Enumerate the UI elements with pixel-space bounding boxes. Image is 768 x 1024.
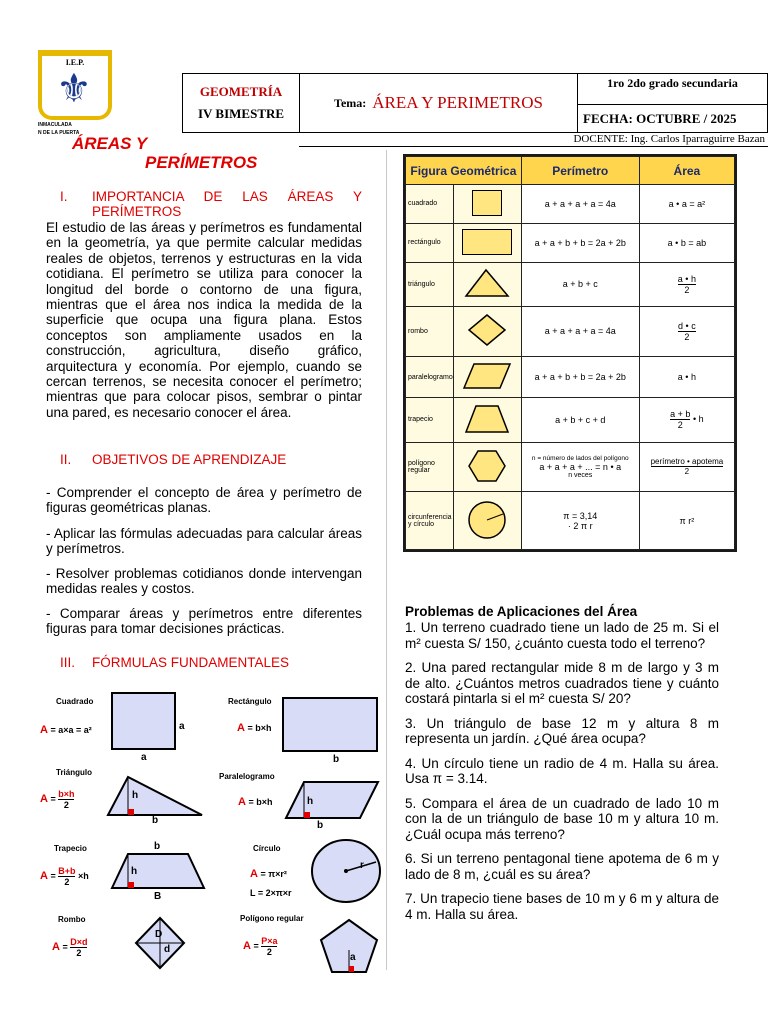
figure-trapecio bbox=[54, 844, 87, 853]
triangle-shape bbox=[106, 773, 206, 819]
height-label: h bbox=[132, 790, 139, 801]
perimetro-sub: n veces bbox=[568, 471, 593, 479]
problem-item: 6. Si un terreno pentagonal tiene apotema de 6 m y lado de 8 m, ¿cuál es su área? bbox=[405, 851, 719, 882]
section-title: IMPORTANCIA DE LAS ÁREAS Y PERÍMETROS bbox=[92, 189, 362, 219]
formula-paralelogramo bbox=[238, 796, 272, 808]
row-shape bbox=[453, 185, 521, 224]
figure-name: Círculo bbox=[253, 844, 281, 853]
triangle-mini-icon bbox=[464, 268, 510, 298]
row-area bbox=[639, 398, 734, 442]
perimetro-sub: · 2 π r bbox=[567, 520, 593, 531]
row-name: paralelogramo bbox=[406, 356, 454, 398]
formula-text: = π×r² bbox=[260, 869, 287, 879]
header-subject-cell bbox=[182, 73, 299, 133]
parallelogram-mini-icon bbox=[462, 362, 512, 390]
area-symbol: A bbox=[243, 939, 251, 952]
figure-rombo bbox=[58, 915, 86, 924]
row-shape bbox=[453, 442, 521, 492]
area-symbol: A bbox=[52, 940, 60, 953]
area-num: a • h bbox=[677, 273, 696, 284]
column-divider bbox=[386, 150, 387, 970]
row-perimetro: a + b + c bbox=[521, 262, 639, 306]
logo-name: I.E.P. bbox=[65, 58, 85, 67]
figure-cuadrado bbox=[56, 697, 93, 706]
section-title: OBJETIVOS DE APRENDIZAJE bbox=[92, 452, 287, 467]
row-perimetro: a + a + b + b = 2a + 2b bbox=[521, 223, 639, 262]
table-row bbox=[406, 492, 735, 550]
area-den: 2 bbox=[684, 467, 690, 477]
row-perimetro: a + a + a + a = 4a bbox=[521, 307, 639, 357]
area-den: 2 bbox=[677, 420, 683, 431]
figure-name: Triángulo bbox=[56, 768, 92, 777]
table-row bbox=[406, 185, 735, 224]
problem-item: 7. Un trapecio tiene bases de 10 m y 6 m y altura de 4 m. Halla su área. bbox=[405, 891, 719, 922]
figure-poligono bbox=[240, 914, 304, 923]
tema-value: ÁREA Y PERIMETROS bbox=[372, 93, 543, 112]
parallelogram-shape bbox=[284, 778, 380, 822]
area-symbol: A bbox=[40, 724, 48, 736]
formula-text: L = 2×π×r bbox=[250, 888, 292, 898]
problems-title: Problemas de Aplicaciones del Área bbox=[405, 604, 638, 619]
perimetro-formula: π = 3,14 bbox=[563, 510, 598, 521]
formula-den: 2 bbox=[76, 948, 82, 958]
row-area bbox=[639, 262, 734, 306]
table-header: Figura Geométrica bbox=[406, 157, 522, 185]
row-name: polígono regular bbox=[406, 442, 454, 492]
section-title: FÓRMULAS FUNDAMENTALES bbox=[92, 655, 290, 670]
figure-name: Polígono regular bbox=[240, 914, 304, 923]
figure-name: Cuadrado bbox=[56, 697, 94, 706]
area-den: 2 bbox=[684, 331, 690, 342]
circle-mini-icon bbox=[467, 500, 507, 540]
row-area: a • h bbox=[639, 356, 734, 398]
formula-num: D×d bbox=[70, 937, 88, 947]
area-num: perímetro • apotema bbox=[650, 457, 724, 467]
side-label: b bbox=[333, 754, 340, 765]
objective-item: - Comprender el concepto de área y perímetro de figuras geométricas planas. bbox=[46, 485, 362, 516]
row-area: a • a = a² bbox=[639, 185, 734, 224]
table-row bbox=[406, 398, 735, 442]
trapezoid-shape bbox=[110, 852, 206, 892]
section-number: I. bbox=[60, 189, 68, 204]
row-shape bbox=[453, 307, 521, 357]
fecha: FECHA: OCTUBRE / 2025 bbox=[577, 105, 768, 133]
grade: 1ro 2do grado secundaria bbox=[577, 73, 768, 105]
section-2-heading bbox=[46, 452, 362, 467]
row-perimetro bbox=[521, 492, 639, 550]
row-perimetro bbox=[521, 442, 639, 492]
formula-tail: ×h bbox=[78, 870, 89, 881]
shield-icon bbox=[38, 50, 112, 120]
rhombus-shape bbox=[134, 916, 186, 970]
rhombus-mini-icon bbox=[467, 313, 507, 347]
docente: DOCENTE: Ing. Carlos Iparraguirre Bazan bbox=[299, 133, 768, 147]
area-symbol: A bbox=[237, 722, 245, 734]
formula-triangulo: A = $\frac{b\times h}{2}$ bbox=[40, 789, 75, 810]
area-num: d • c bbox=[678, 320, 696, 331]
side-label: b bbox=[317, 820, 324, 831]
square-mini-icon bbox=[472, 190, 502, 216]
section-number: II. bbox=[60, 452, 72, 467]
problems-list bbox=[405, 620, 719, 931]
row-name: circunferencia y círculo bbox=[406, 492, 454, 550]
page-title-line1: ÁREAS Y bbox=[72, 134, 148, 153]
figure-name: Rombo bbox=[58, 915, 86, 924]
formula-circulo-length bbox=[250, 888, 292, 899]
tema-label: Tema: bbox=[334, 95, 367, 110]
table-row bbox=[406, 442, 735, 492]
objective-item: - Comparar áreas y perímetros entre diferentes figuras para tomar decisiones prácticas. bbox=[46, 606, 362, 637]
header-tema-cell bbox=[299, 73, 577, 133]
radius-label: r bbox=[360, 860, 364, 871]
side-label: B bbox=[154, 891, 162, 902]
formula-circulo-area bbox=[250, 868, 287, 880]
section-1-heading bbox=[46, 189, 362, 219]
problem-item: 1. Un terreno cuadrado tiene un lado de 25 m. Si el m² cuesta S/ 150, ¿cuánto cuesta todo el terreno? bbox=[405, 620, 719, 651]
table-row bbox=[406, 223, 735, 262]
row-shape bbox=[453, 356, 521, 398]
row-shape bbox=[453, 492, 521, 550]
figure-name: Trapecio bbox=[54, 844, 87, 853]
section-3-heading bbox=[46, 655, 362, 670]
row-area: π r² bbox=[639, 492, 734, 550]
formula-text: = a×a = a² bbox=[50, 725, 92, 735]
formula-den: 2 bbox=[63, 800, 69, 810]
area-symbol: A bbox=[250, 868, 258, 880]
formula-text: = b×h bbox=[247, 723, 272, 733]
diagonal-label: D bbox=[155, 929, 163, 940]
figure-name: Paralelogramo bbox=[219, 772, 275, 781]
formula-table bbox=[403, 154, 737, 552]
objective-item: - Resolver problemas cotidianos donde intervengan medidas reales y costos. bbox=[46, 566, 362, 597]
formula-cuadrado bbox=[40, 724, 92, 736]
area-tail: • h bbox=[692, 414, 704, 425]
row-shape bbox=[453, 262, 521, 306]
figure-rectangulo bbox=[228, 697, 272, 706]
logo-caption-2: N DE LA PUERTA bbox=[38, 130, 80, 136]
row-shape bbox=[453, 398, 521, 442]
table-row bbox=[406, 262, 735, 306]
table-header: Perímetro bbox=[521, 157, 639, 185]
square-shape bbox=[111, 692, 176, 750]
row-name: rombo bbox=[406, 307, 454, 357]
row-name: trapecio bbox=[406, 398, 454, 442]
rectangle-mini-icon bbox=[462, 229, 512, 255]
formula-poligono: A = $\frac{P\times a}{2}$ bbox=[243, 936, 278, 957]
formula-text: = b×h bbox=[248, 797, 273, 807]
diagonal-label: d bbox=[164, 944, 171, 955]
area-symbol: A bbox=[40, 869, 48, 882]
rectangle-shape bbox=[282, 697, 378, 752]
table-header: Área bbox=[639, 157, 734, 185]
apothem-label: a bbox=[350, 952, 356, 963]
row-name: triángulo bbox=[406, 262, 454, 306]
problem-item: 5. Compara el área de un cuadrado de lado 10 m con la de un triángulo de base 10 m y altura 10 m. ¿Cuál ocupa más terreno? bbox=[405, 795, 719, 842]
row-area bbox=[639, 307, 734, 357]
row-name: cuadrado bbox=[406, 185, 454, 224]
figure-name: Rectángulo bbox=[228, 697, 272, 706]
page-title-line2: PERÍMETROS bbox=[145, 153, 258, 172]
school-logo bbox=[38, 50, 112, 136]
row-shape bbox=[453, 223, 521, 262]
fleur-de-lis-icon: ⚜ bbox=[56, 67, 92, 111]
trapezoid-mini-icon bbox=[464, 404, 510, 434]
row-area bbox=[639, 442, 734, 492]
table-row bbox=[406, 307, 735, 357]
height-label: h bbox=[307, 796, 314, 807]
area-num: a + b bbox=[670, 409, 691, 420]
figure-paralelogramo bbox=[219, 772, 275, 781]
row-area: a • b = ab bbox=[639, 223, 734, 262]
row-name: rectángulo bbox=[406, 223, 454, 262]
circle-shape bbox=[310, 838, 382, 904]
row-perimetro: a + a + a + a = 4a bbox=[521, 185, 639, 224]
figure-triangulo bbox=[56, 768, 92, 777]
formula-den: 2 bbox=[64, 877, 70, 887]
row-perimetro: a + b + c + d bbox=[521, 398, 639, 442]
perimetro-note: n = número de lados del polígono bbox=[531, 454, 629, 462]
formula-rectangulo bbox=[237, 722, 271, 734]
pentagon-shape bbox=[318, 918, 380, 974]
section-1-body: El estudio de las áreas y perímetros es fundamental en la geometría, ya que permite calcular medidas reales de objetos, terrenos y estructuras en la vida cotidiana. El perímetro se utiliza para conocer la longitud del borde o contorno de una figura, mientras que el área nos indica la medida de la superficie que ocupa una figura plana. Estos conceptos son ampliamente usados en la construcción, agricultura, diseño gráfico, arquitectura y economía. Por ejemplo, cuando se cercan terrenos, se necesita conocer el perímetro; mientras que para colocar pisos, sembrar o pintar una pared, es necesario conocer el área. bbox=[46, 220, 362, 420]
side-label: a bbox=[141, 752, 147, 763]
formula-trapecio: A = $\frac{B+b}{2}$ ×h bbox=[40, 866, 89, 887]
problem-item: 4. Un círculo tiene un radio de 4 m. Halla su área. Usa π = 3.14. bbox=[405, 755, 719, 786]
area-symbol: A bbox=[238, 796, 246, 808]
formula-rombo: A = $\frac{D\times d}{2}$ bbox=[52, 937, 88, 958]
row-perimetro: a + a + b + b = 2a + 2b bbox=[521, 356, 639, 398]
problem-item: 2. Una pared rectangular mide 8 m de largo y 3 m de alto. ¿Cuántos metros cuadrados tiene y cuánto costará pintarla si el m² cuesta S/ 20? bbox=[405, 660, 719, 706]
subject: GEOMETRÍA bbox=[199, 84, 283, 99]
height-label: h bbox=[131, 866, 138, 877]
side-label: b bbox=[152, 815, 159, 826]
side-label: a bbox=[179, 721, 185, 732]
perimetro-formula: a + a + a + ... = n • a bbox=[539, 461, 622, 472]
term: IV BIMESTRE bbox=[197, 106, 285, 121]
formula-den: 2 bbox=[266, 947, 272, 957]
formula-num: P×a bbox=[261, 936, 278, 946]
problem-item: 3. Un triángulo de base 12 m y altura 8 m representa un jardín. ¿Qué área ocupa? bbox=[405, 715, 719, 746]
section-number: III. bbox=[60, 655, 76, 670]
figure-circulo bbox=[253, 844, 281, 853]
formula-num: B+b bbox=[58, 866, 76, 876]
logo-caption-1: INMACULADA bbox=[38, 122, 72, 128]
formula-num: b×h bbox=[58, 789, 75, 799]
area-den: 2 bbox=[684, 284, 690, 295]
hexagon-mini-icon bbox=[467, 449, 507, 483]
area-symbol: A bbox=[40, 792, 48, 805]
side-label: b bbox=[154, 841, 161, 852]
table-row bbox=[406, 356, 735, 398]
objective-item: - Aplicar las fórmulas adecuadas para calcular áreas y perímetros. bbox=[46, 526, 362, 557]
